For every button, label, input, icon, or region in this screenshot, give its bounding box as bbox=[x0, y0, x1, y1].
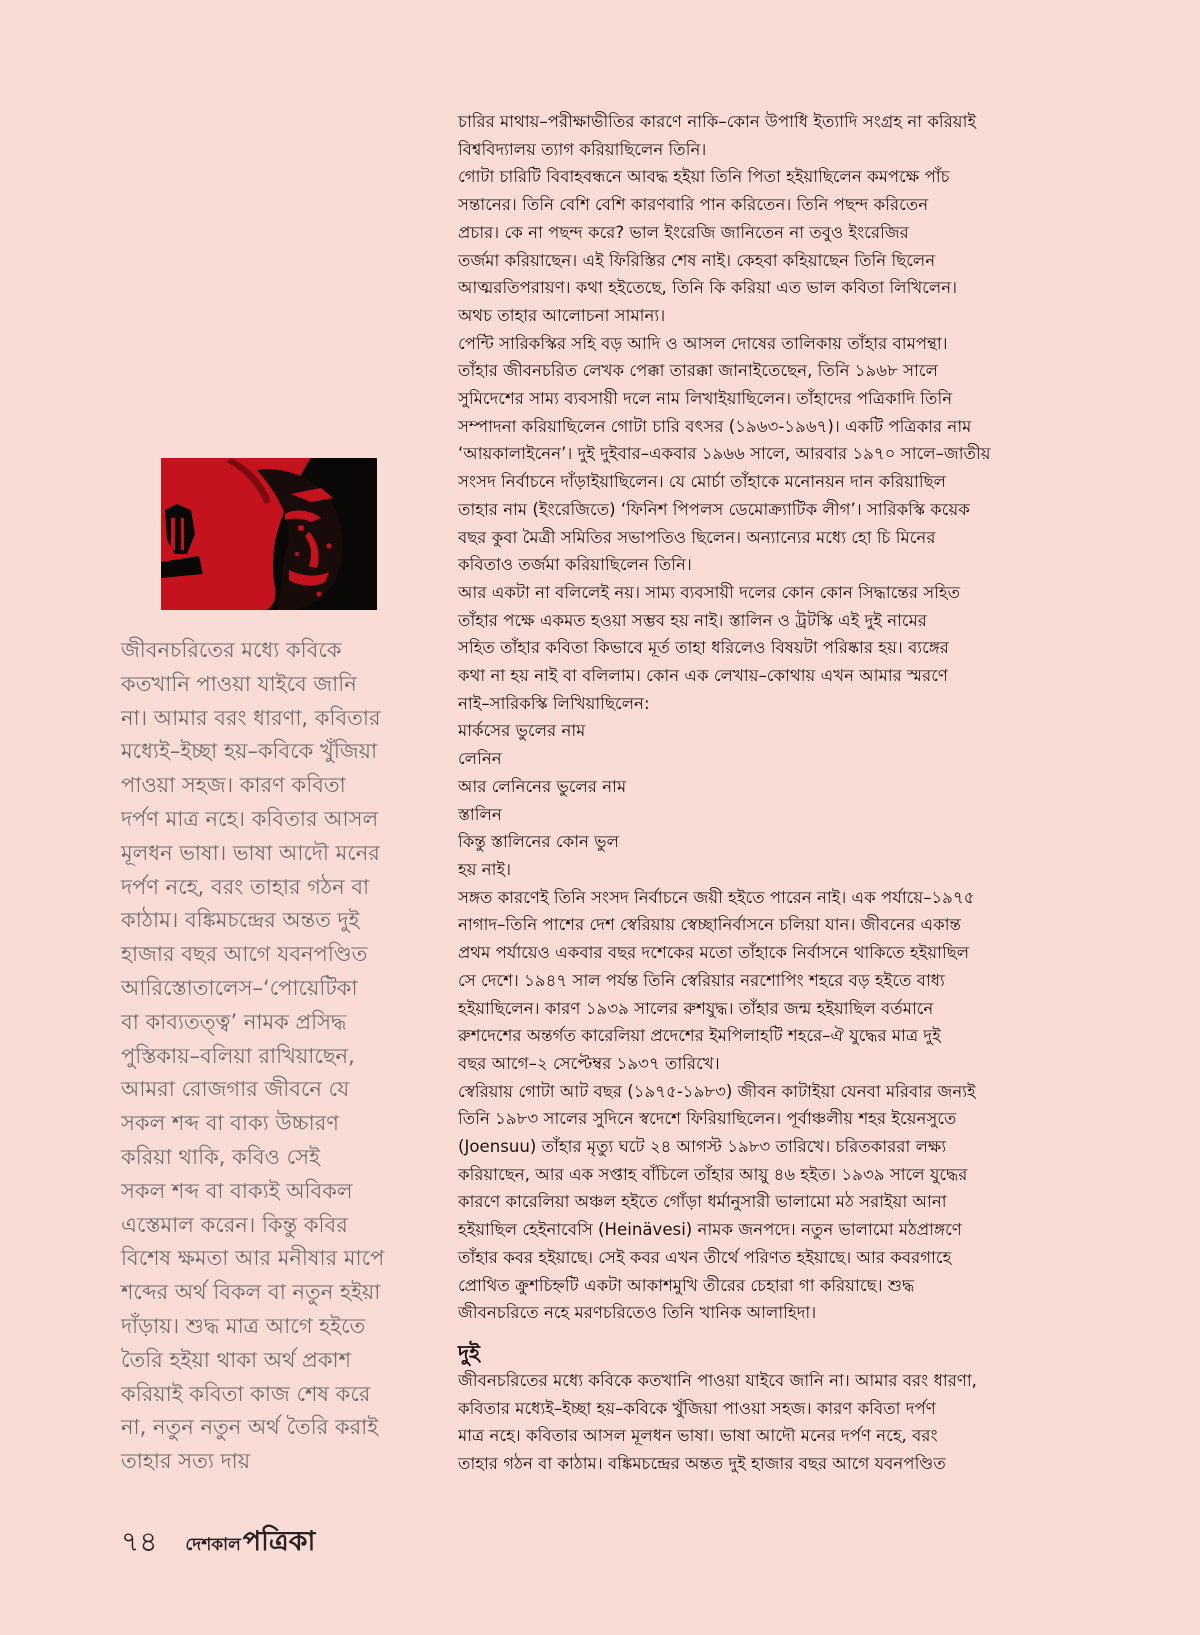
text-line: বছর কুবা মৈত্রী সমিতির সভাপতিও ছিলেন। অন্যান্যের মধ্যে হো চি মিনের bbox=[458, 527, 936, 547]
text-line: সম্পাদনা করিয়াছিলেন গোটা চারি বৎসর (১৯৬৩-১৯৬৭)। একটি পত্রিকার নাম bbox=[458, 416, 972, 436]
text-line: কথা না হয় নাই বা বলিলাম। কোন এক লেখায়–কোথায় এখন আমার স্মরণে bbox=[458, 666, 948, 686]
text-line: সকল শব্দ বা বাক্য উচ্চারণ bbox=[121, 1111, 339, 1136]
paragraph-5 bbox=[458, 884, 1083, 1078]
text-line: ‘আয়কালাইনেন’। দুই দুইবার–একবার ১৯৬৬ সালে, আরবার ১৯৭০ সালে–জাতীয় bbox=[458, 444, 991, 464]
article-body bbox=[458, 108, 1083, 1478]
text-line: সকল শব্দ বা বাক্যই অবিকল bbox=[121, 1178, 353, 1203]
text-line: (Joensuu) তাঁহার মৃত্যু ঘটে ২৪ আগস্ট ১৯৮৩ তারিখে। চরিতকাররা লক্ষ্য bbox=[458, 1137, 947, 1157]
text-line: এস্তেমাল করেন। কিন্তু কবির bbox=[121, 1212, 348, 1237]
text-line: স্বেরিয়ায় গোটা আট বছর (১৯৭৫-১৯৮৩) জীবন কাটাইয়া যেনবা মরিবার জন্যই bbox=[458, 1081, 976, 1101]
paragraph-2 bbox=[458, 163, 1083, 329]
text-line: আমরা রোজগার জীবনে যে bbox=[121, 1077, 350, 1102]
text-line: লেনিন bbox=[458, 749, 502, 769]
text-line: করিয়াছেন, আর এক সপ্তাহ বাঁচিলে তাঁহার আয়ু ৪৬ হইত। ১৯৩৯ সালে যুদ্ধের bbox=[458, 1164, 968, 1184]
text-line: সুমিদেশের সাম্য ব্যবসায়ী দলে নাম লিখাইয়াছিলেন। তাঁহাদের পত্রিকাদি তিনি bbox=[458, 389, 953, 409]
text-line: অথচ তাহার আলোচনা সামান্য। bbox=[458, 305, 666, 325]
text-line: তর্জমা করিয়াছেন। এই ফিরিস্তির শেষ নাই। কেহবা কহিয়াছেন তিনি ছিলেন bbox=[458, 250, 936, 270]
text-line: দর্পণ মাত্র নহে। কবিতার আসল bbox=[121, 806, 379, 831]
text-line: বছর আগে–২ সেপ্টেম্বর ১৯৩৭ তারিখে। bbox=[458, 1053, 720, 1073]
text-line: মার্কসের ভুলের নাম bbox=[458, 721, 586, 741]
text-line: স্তালিন bbox=[458, 804, 502, 824]
text-line: আর একটা না বলিলেই নয়। সাম্য ব্যবসায়ী দলের কোন কোন সিদ্ধান্তের সহিত bbox=[458, 582, 961, 602]
text-line: তাহার গঠন বা কাঠাম। বঙ্কিমচন্দ্রের অন্তত দুই হাজার বছর আগে যবনপণ্ডিত bbox=[458, 1454, 946, 1474]
paragraph-7 bbox=[458, 1367, 1083, 1478]
masthead-part2: পত্রিকা bbox=[242, 1525, 316, 1557]
text-line: তাহার নাম (ইংরেজিতে) ‘ফিনিশ পিপলস ডেমোক্র্যাটিক লীগ’। সারিকস্কি কয়েক bbox=[458, 499, 970, 519]
text-line: পুস্তিকায়–বলিয়া রাখিয়াছেন, bbox=[121, 1043, 355, 1068]
text-line: দর্পণ নহে, বরং তাহার গঠন বা bbox=[121, 874, 370, 899]
text-line: সন্তানের। তিনি বেশি বেশি কারণবারি পান করিতেন। তিনি পছন্দ করিতেন bbox=[458, 195, 929, 215]
paragraph-1 bbox=[458, 108, 1083, 163]
poem-quote bbox=[458, 717, 1083, 883]
text-line: বিশেষ ক্ষমতা আর মনীষার মাপে bbox=[121, 1246, 385, 1271]
text-line: রুশদেশের অন্তর্গত কারেলিয়া প্রদেশের ইমপিলাহটি শহরে–ঐ যুদ্ধের মাত্র দুই bbox=[458, 1026, 941, 1046]
text-line: প্রচার। কে না পছন্দ করে? ভাল ইংরেজি জানিতেন না তবুও ইংরেজির bbox=[458, 222, 909, 242]
text-line: দাঁড়ায়। শুদ্ধ মাত্র আগে হইতে bbox=[121, 1313, 366, 1338]
text-line: না, নতুন নতুন অর্থ তৈরি করাই bbox=[121, 1415, 379, 1440]
text-line: না। আমার বরং ধারণা, কবিতার bbox=[121, 705, 381, 730]
page-footer bbox=[121, 1523, 315, 1563]
text-line: চারির মাথায়–পরীক্ষাভীতির কারণে নাকি–কোন উপাধি ইত্যাদি সংগ্রহ না করিয়াই bbox=[458, 112, 977, 131]
paragraph-3 bbox=[458, 330, 1083, 579]
text-line: আত্মরতিপরায়ণ। কথা হইতেছে, তিনি কি করিয়া এত ভাল কবিতা লিখিলেন। bbox=[458, 278, 958, 298]
poet-portrait-image bbox=[161, 458, 377, 610]
text-line: কারণে কারেলিয়া অঞ্চল হইতে গোঁড়া ধর্মানুসারী ভালামো মঠ সরাইয়া আনা bbox=[458, 1192, 947, 1212]
pull-quote bbox=[121, 634, 421, 1479]
text-line: তাঁহার কবর হইয়াছে। সেই কবর এখন তীর্থে পরিণত হইয়াছে। আর কবরগাহে bbox=[458, 1247, 952, 1267]
paragraph-4 bbox=[458, 579, 1083, 718]
text-line: সহিত তাঁহার কবিতা কিভাবে মূর্ত তাহা ধরিলেও বিষয়টা পরিষ্কার হয়। ব্যঙ্গের bbox=[458, 638, 949, 658]
text-line: পাওয়া সহজ। কারণ কবিতা bbox=[121, 773, 346, 798]
text-line: জীবনচরিতের মধ্যে কবিকে bbox=[121, 638, 342, 662]
text-line: তাঁহার পক্ষে একমত হওয়া সম্ভব হয় নাই। স্তালিন ও ট্রটস্কি এই দুই নামের bbox=[458, 610, 927, 630]
text-line: কবিতার মধ্যেই–ইচ্ছা হয়–কবিকে খুঁজিয়া পাওয়া সহজ। কারণ কবিতা দর্পণ bbox=[458, 1398, 936, 1418]
text-line: মাত্র নহে। কবিতার আসল মূলধন ভাষা। ভাষা আদৌ মনের দর্পণ নহে, বরং bbox=[458, 1426, 938, 1446]
text-line: হইয়াছিলেন। কারণ ১৯৩৯ সালের রুশযুদ্ধ। তাঁহার জন্ম হইয়াছিল বর্তমানে bbox=[458, 998, 934, 1018]
text-line: জীবনচরিতে নহে মরণচরিতেও তিনি খানিক আলাহিদা। bbox=[458, 1303, 817, 1323]
text-line: কাঠাম। বঙ্কিমচন্দ্রের অন্তত দুই bbox=[121, 908, 360, 933]
masthead-logo bbox=[185, 1521, 315, 1566]
text-line: কতখানি পাওয়া যাইবে জানি bbox=[121, 671, 357, 696]
text-line: কবিতাও তর্জমা করিয়াছিলেন তিনি। bbox=[458, 555, 692, 575]
text-line: করিয়া থাকি, কবিও সেই bbox=[121, 1144, 320, 1169]
page-number: ৭৪ bbox=[121, 1524, 158, 1558]
text-line: সংসদ নির্বাচনে দাঁড়াইয়াছিলেন। যে মোর্চা তাঁহাকে মনোনয়ন দান করিয়াছিল bbox=[458, 472, 947, 492]
text-line: নাগাদ–তিনি পাশের দেশ স্বেরিয়ায় স্বেচ্ছানির্বাসনে চলিয়া যান। জীবনের একান্ত bbox=[458, 915, 961, 935]
text-line: প্রোথিত ক্রুশচিহ্নটি একটা আকাশমুখি তীরের চেহারা গা করিয়াছে। শুদ্ধ bbox=[458, 1275, 915, 1295]
text-line: নাই–সারিকস্কি লিখিয়াছিলেন: bbox=[458, 693, 650, 713]
text-line: সঙ্গত কারণেই তিনি সংসদ নির্বাচনে জয়ী হইতে পারেন নাই। এক পর্যায়ে–১৯৭৫ bbox=[458, 887, 975, 907]
text-line: করিয়াই কবিতা কাজ শেষ করে bbox=[121, 1381, 371, 1406]
text-line: হয় নাই। bbox=[458, 859, 512, 879]
text-line: প্রথম পর্যায়েও একবার বছর দশেকের মতো তাঁহাকে নির্বাসনে থাকিতে হইয়াছিল bbox=[458, 943, 970, 963]
text-line: মধ্যেই–ইচ্ছা হয়–কবিকে খুঁজিয়া bbox=[121, 739, 378, 764]
text-line: তাহার সত্য দায় bbox=[121, 1449, 251, 1474]
text-line: আরিস্তোতালেস–‘পোয়েটিকা bbox=[121, 975, 358, 1000]
section-heading: দুই bbox=[458, 1340, 480, 1365]
masthead-part1: দেশকাল bbox=[185, 1534, 241, 1555]
text-line: তাঁহার জীবনচরিত লেখক পেক্কা তারক্কা জানাইতেছেন, তিনি ১৯৬৮ সালে bbox=[458, 361, 938, 381]
text-line: আর লেনিনের ভুলের নাম bbox=[458, 776, 627, 796]
text-line: কিন্তু স্তালিনের কোন ভুল bbox=[458, 832, 619, 852]
text-line: হাজার বছর আগে যবনপণ্ডিত bbox=[121, 942, 368, 967]
text-line: সে দেশে। ১৯৪৭ সাল পর্যন্ত তিনি স্বেরিয়ার নরশোপিং শহরে বড় হইতে বাধ্য bbox=[458, 970, 945, 990]
text-line: বা কাব্যতত্ত্ব’ নামক প্রসিদ্ধ bbox=[121, 1009, 347, 1034]
text-line: জীবনচরিতের মধ্যে কবিকে কতখানি পাওয়া যাইবে জানি না। আমার বরং ধারণা, bbox=[458, 1370, 977, 1390]
text-line: বিশ্ববিদ্যালয় ত্যাগ করিয়াছিলেন তিনি। bbox=[458, 139, 707, 159]
text-line: তিনি ১৯৮৩ সালের সুদিনে স্বদেশে ফিরিয়াছিলেন। পূর্বাঞ্চলীয় শহর ইয়েনসুতে bbox=[458, 1109, 957, 1129]
text-line: শব্দের অর্থ বিকল বা নতুন হইয়া bbox=[121, 1280, 381, 1305]
text-line: পেন্টি সারিকস্কির সহি বড় আদি ও আসল দোষের তালিকায় তাঁহার বামপন্থা। bbox=[458, 333, 948, 353]
paragraph-6 bbox=[458, 1078, 1083, 1327]
text-line: হইয়াছিল হেইনাবেসি (Heinävesi) নামক জনপদে। নতুন ভালামো মঠপ্রাঙ্গণে bbox=[458, 1220, 962, 1240]
text-line: মূলধন ভাষা। ভাষা আদৌ মনের bbox=[121, 840, 380, 865]
text-line: গোটা চারিটি বিবাহবন্ধনে আবদ্ধ হইয়া তিনি পিতা হইয়াছিলেন কমপক্ষে পাঁচ bbox=[458, 167, 950, 187]
text-line: তৈরি হইয়া থাকা অর্থ প্রকাশ bbox=[121, 1347, 352, 1372]
